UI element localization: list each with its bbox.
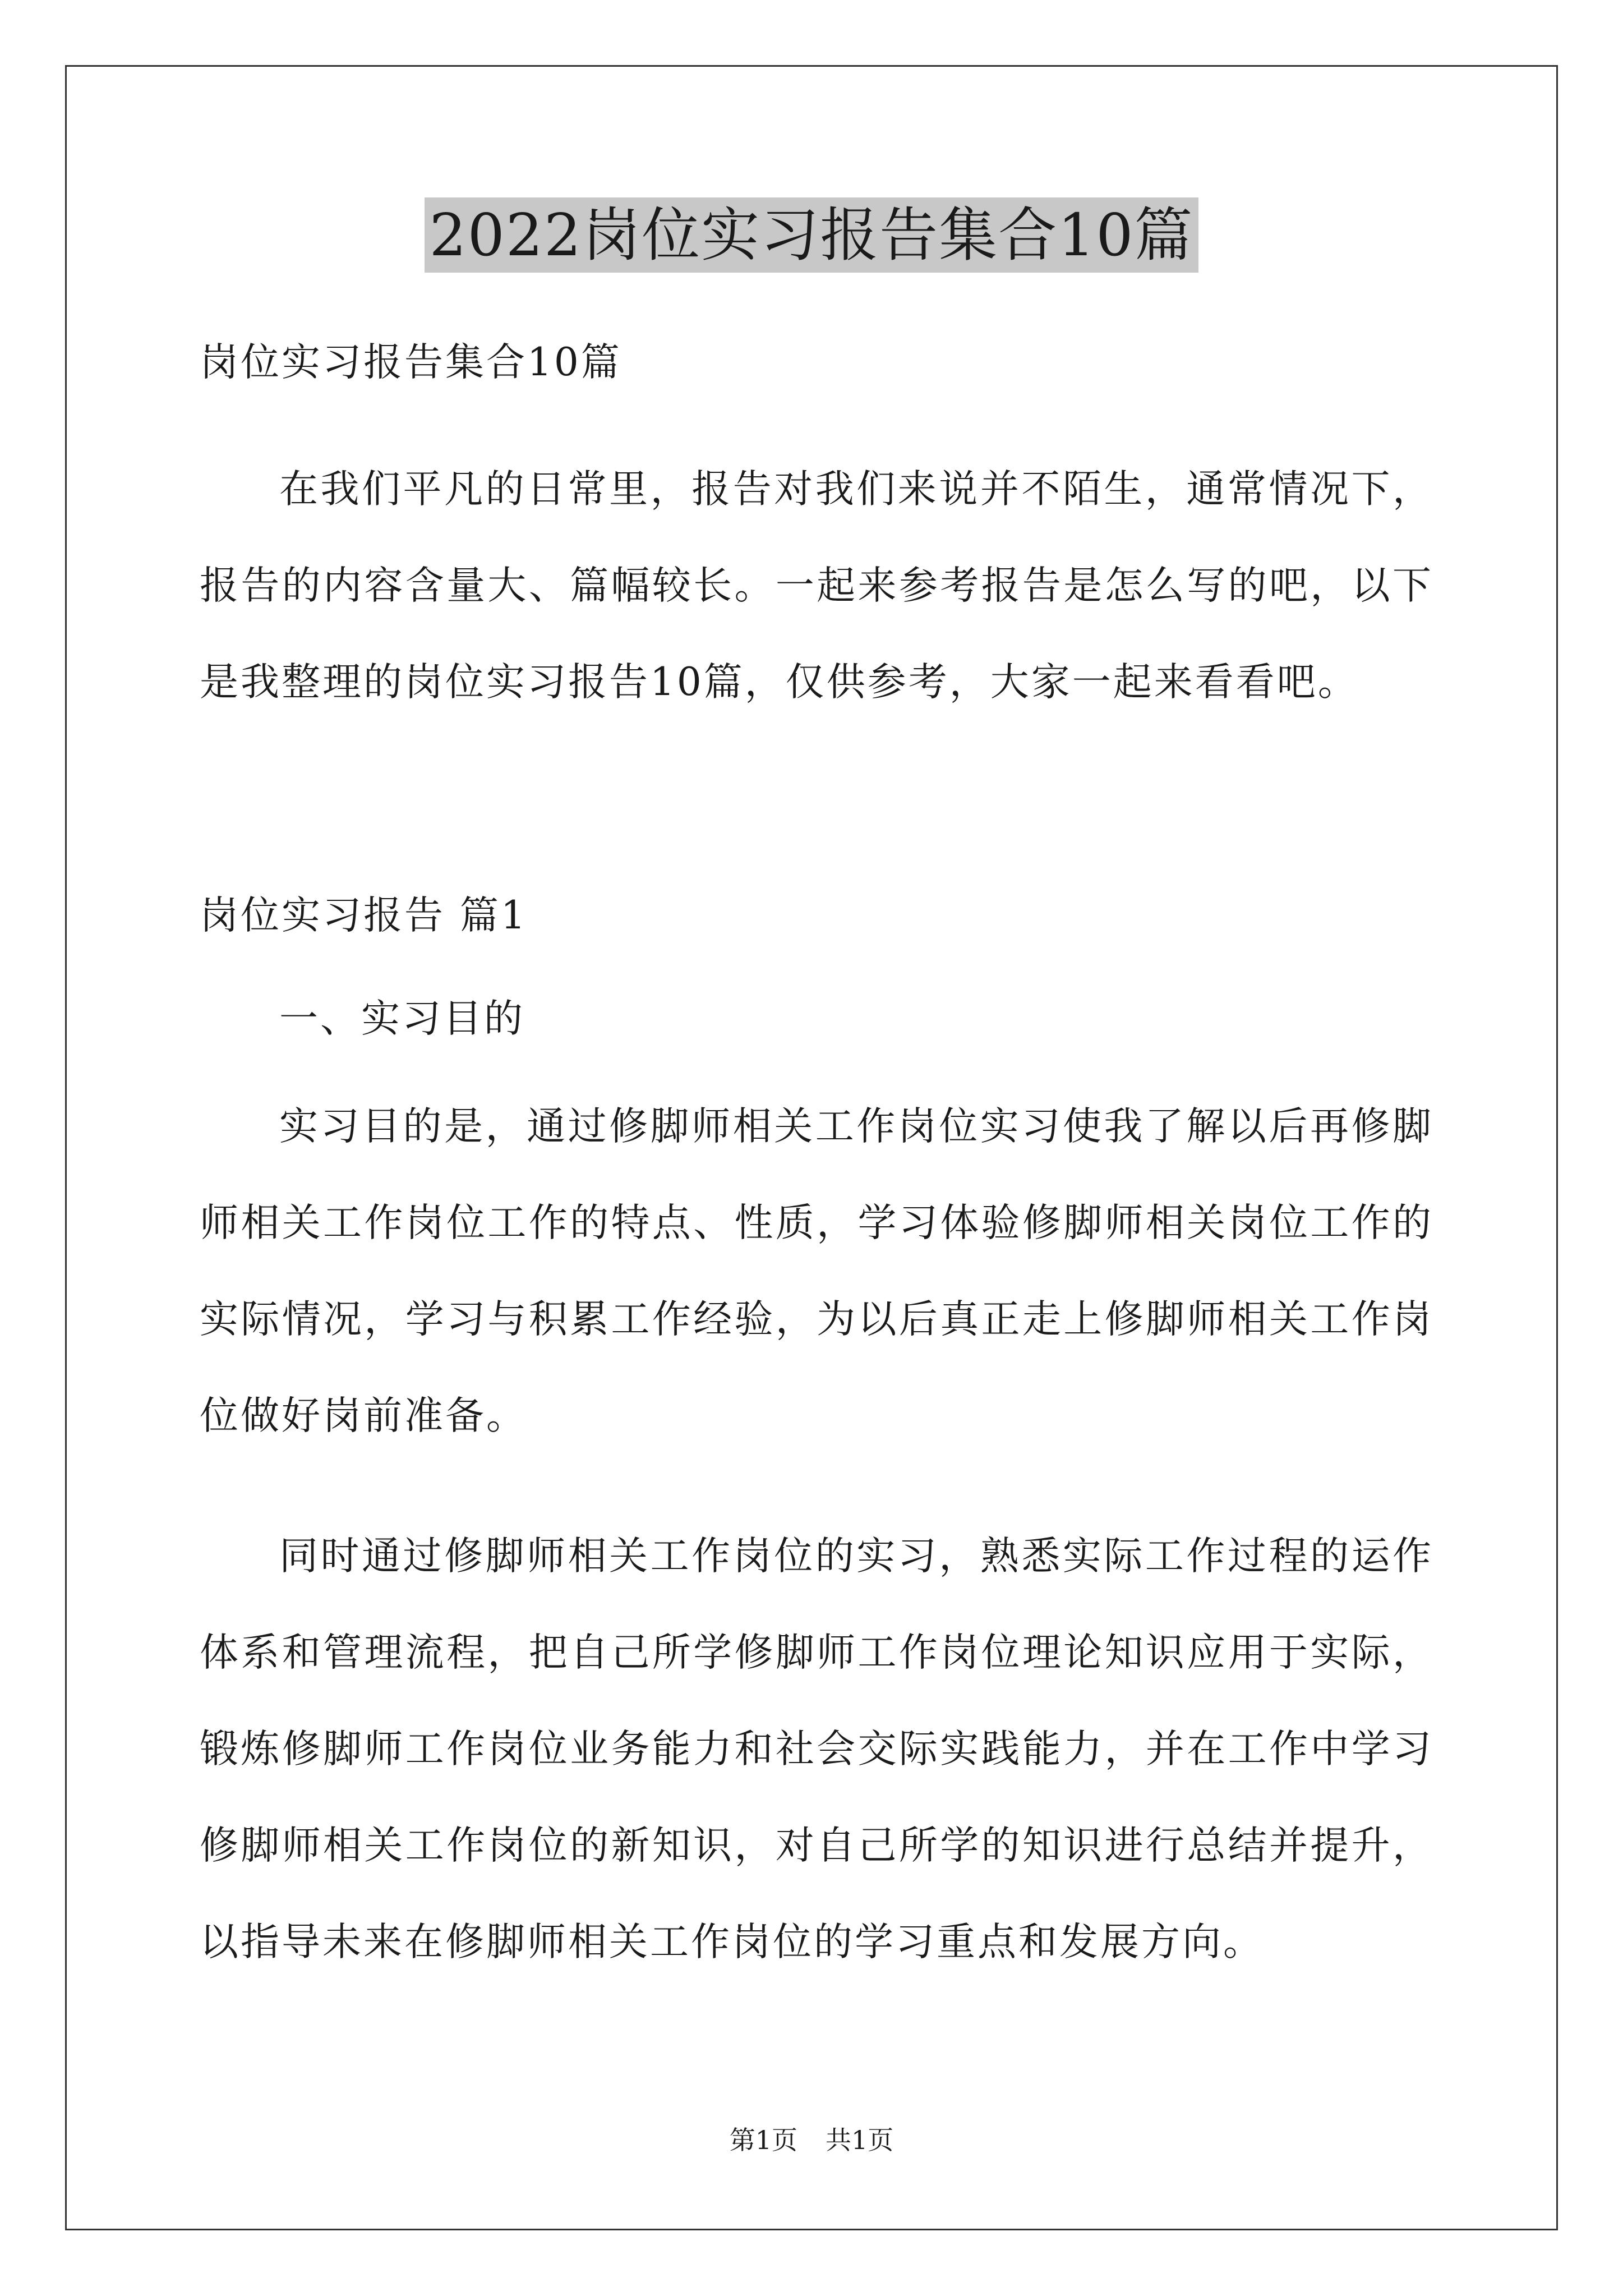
title-container: [0, 197, 1623, 273]
intro-paragraph: 在我们平凡的日常里，报告对我们来说并不陌生，通常情况下，报告的内容含量大、篇幅较长。一起来参考报告是怎么写的吧，以下是我整理的岗位实习报告10篇，仅供参考，大家一起来看看吧。: [200, 467, 1433, 705]
page-footer: [0, 2123, 1623, 2157]
paragraph-details: 同时通过修脚师相关工作岗位的实习，熟悉实际工作过程的运作体系和管理流程，把自己所学修脚师工作岗位理论知识应用于实际，锻炼修脚师工作岗位业务能力和社会交际实践能力，并在工作中学习修脚师相关工作岗位的新知识，对自己所学的知识进行总结并提升，以指导未来在修脚师相关工作岗位的学习重点和发展方向。: [200, 1534, 1433, 1964]
page-number-current: 第1页: [729, 2125, 797, 2155]
page-number-total: 共1页: [826, 2125, 894, 2155]
paragraph-purpose: 实习目的是，通过修脚师相关工作岗位实习使我了解以后再修脚师相关工作岗位工作的特点、性质，学习体验修脚师相关岗位工作的实际情况，学习与积累工作经验，为以后真正走上修脚师相关工作岗位做好岗前准备。: [200, 1104, 1433, 1438]
sub-heading: 一、实习目的: [279, 996, 525, 1041]
section-heading: 岗位实习报告 篇1: [200, 893, 528, 938]
document-title: 2022岗位实习报告集合10篇: [425, 197, 1198, 273]
document-subtitle: 岗位实习报告集合10篇: [200, 340, 622, 385]
